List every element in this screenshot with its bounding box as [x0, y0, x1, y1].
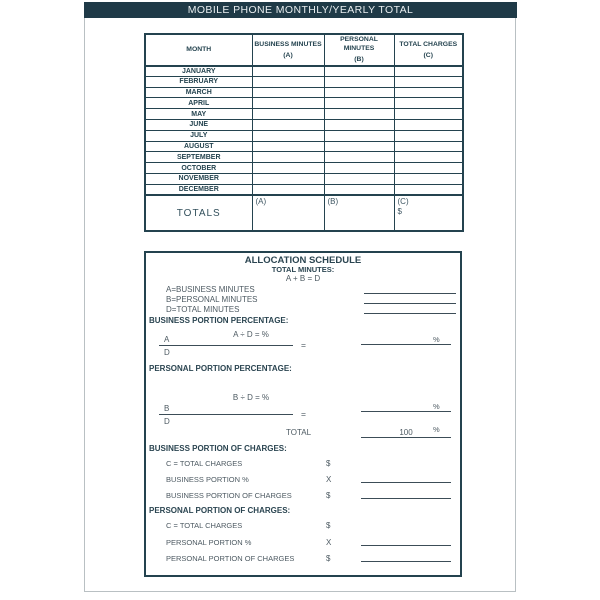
- month-label: SEPTEMBER: [145, 152, 252, 163]
- personal-percentage-heading: PERSONAL PORTION PERCENTAGE:: [149, 364, 292, 373]
- blank-cell: [324, 98, 394, 109]
- fill-line: [364, 303, 456, 304]
- form-title-bar: [84, 2, 517, 18]
- blank-cell: [324, 141, 394, 152]
- equals-sign: =: [301, 409, 306, 419]
- blank-cell: [394, 87, 463, 98]
- blank-cell: [252, 120, 324, 131]
- definition-personal-minutes: B=PERSONAL MINUTES: [166, 295, 258, 304]
- fill-line: [361, 498, 451, 499]
- blank-cell: [324, 173, 394, 184]
- currency-symbol: $: [397, 207, 402, 217]
- definition-total-minutes: D=TOTAL MINUTES: [166, 305, 240, 314]
- dollar-sign: $: [326, 459, 331, 468]
- blank-cell: [394, 184, 463, 195]
- fill-line: [361, 482, 451, 483]
- total-label: TOTAL: [286, 428, 312, 437]
- personal-charges-heading: PERSONAL PORTION OF CHARGES:: [149, 506, 291, 515]
- totals-cell-b: (B): [324, 195, 394, 231]
- dollar-sign: $: [326, 491, 331, 500]
- table-row-july: [145, 130, 463, 141]
- charges-row-label: BUSINESS PORTION %: [166, 475, 249, 484]
- definition-business-minutes: A=BUSINESS MINUTES: [166, 285, 255, 294]
- column-header-personal-minutes: PERSONAL MINUTES (B): [324, 34, 394, 66]
- blank-cell: [252, 163, 324, 174]
- blank-cell: [324, 184, 394, 195]
- percent-sign: %: [433, 335, 440, 344]
- blank-cell: [324, 76, 394, 87]
- month-label: JANUARY: [145, 66, 252, 77]
- month-label: MAY: [145, 109, 252, 120]
- dollar-sign: $: [326, 521, 331, 530]
- fraction-denominator-d: D: [164, 348, 170, 357]
- fill-line: [361, 411, 451, 412]
- business-charges-heading: BUSINESS PORTION OF CHARGES:: [149, 444, 287, 453]
- blank-cell: [252, 152, 324, 163]
- totals-label: TOTALS: [145, 195, 252, 231]
- blank-cell: [324, 120, 394, 131]
- form-page: [84, 2, 516, 592]
- table-row-august: [145, 141, 463, 152]
- blank-cell: [324, 163, 394, 174]
- blank-cell: [252, 98, 324, 109]
- totals-row: [145, 195, 463, 231]
- month-label: JUNE: [145, 120, 252, 131]
- column-header-total-charges: TOTAL CHARGES (C): [394, 34, 463, 66]
- blank-cell: [394, 130, 463, 141]
- blank-cell: [394, 76, 463, 87]
- blank-cell: [324, 66, 394, 77]
- fraction-bar: [159, 414, 293, 415]
- fill-line: [361, 344, 451, 345]
- multiply-sign: X: [326, 475, 332, 484]
- fill-line: [364, 293, 456, 294]
- blank-cell: [252, 109, 324, 120]
- column-header-business-minutes: BUSINESS MINUTES (A): [252, 34, 324, 66]
- totals-cell-c: (C) $: [394, 195, 463, 231]
- form-title: MOBILE PHONE MONTHLY/YEARLY TOTAL: [187, 4, 414, 16]
- total-minutes-formula: A + B = D: [285, 274, 321, 283]
- charges-row-label: PERSONAL PORTION OF CHARGES: [166, 554, 295, 563]
- allocation-title: ALLOCATION SCHEDULE: [244, 255, 362, 266]
- fill-line: [361, 545, 451, 546]
- dollar-sign: $: [326, 554, 331, 563]
- personal-percentage-formula: B ÷ D = %: [232, 393, 270, 402]
- fill-line: [361, 561, 451, 562]
- charges-row-label: BUSINESS PORTION OF CHARGES: [166, 491, 292, 500]
- total-minutes-label: TOTAL MINUTES:: [271, 265, 335, 274]
- blank-cell: [394, 141, 463, 152]
- monthly-table: [144, 33, 464, 232]
- blank-cell: [324, 152, 394, 163]
- month-label: OCTOBER: [145, 163, 252, 174]
- fraction-bar: [159, 345, 293, 346]
- blank-cell: [394, 120, 463, 131]
- business-percentage-heading: BUSINESS PORTION PERCENTAGE:: [149, 316, 289, 325]
- month-label: AUGUST: [145, 141, 252, 152]
- table-row-september: [145, 152, 463, 163]
- charges-row-label: C = TOTAL CHARGES: [166, 459, 243, 468]
- blank-cell: [394, 109, 463, 120]
- table-row-march: [145, 87, 463, 98]
- blank-cell: [252, 184, 324, 195]
- charges-row-label: PERSONAL PORTION %: [166, 538, 252, 547]
- equals-sign: =: [301, 340, 306, 350]
- month-label: NOVEMBER: [145, 173, 252, 184]
- table-row-june: [145, 120, 463, 131]
- month-label: JULY: [145, 130, 252, 141]
- blank-cell: [252, 87, 324, 98]
- totals-cell-a: (A): [252, 195, 324, 231]
- fill-line: [361, 437, 451, 438]
- table-row-january: [145, 66, 463, 77]
- column-header-month: MONTH: [145, 34, 252, 66]
- table-header-row: [145, 34, 463, 66]
- blank-cell: [324, 87, 394, 98]
- table-row-november: [145, 173, 463, 184]
- charges-row-label: C = TOTAL CHARGES: [166, 521, 243, 530]
- blank-cell: [252, 141, 324, 152]
- month-label: DECEMBER: [145, 184, 252, 195]
- total-percentage-value: 100: [399, 428, 413, 437]
- fraction-numerator-a: A: [164, 335, 170, 344]
- fill-line: [364, 313, 456, 314]
- table-row-february: [145, 76, 463, 87]
- multiply-sign: X: [326, 538, 332, 547]
- allocation-schedule-box: [144, 251, 462, 577]
- month-label: MARCH: [145, 87, 252, 98]
- blank-cell: [252, 66, 324, 77]
- business-percentage-formula: A ÷ D = %: [233, 330, 269, 339]
- table-row-may: [145, 109, 463, 120]
- blank-cell: [252, 173, 324, 184]
- month-label: APRIL: [145, 98, 252, 109]
- fraction-denominator-d: D: [164, 417, 170, 426]
- blank-cell: [324, 109, 394, 120]
- blank-cell: [394, 152, 463, 163]
- fraction-numerator-b: B: [164, 404, 170, 413]
- table-row-april: [145, 98, 463, 109]
- blank-cell: [394, 66, 463, 77]
- percent-sign: %: [433, 425, 440, 434]
- blank-cell: [324, 130, 394, 141]
- percent-sign: %: [433, 402, 440, 411]
- blank-cell: [252, 130, 324, 141]
- blank-cell: [252, 76, 324, 87]
- table-row-december: [145, 184, 463, 195]
- month-label: FEBRUARY: [145, 76, 252, 87]
- blank-cell: [394, 163, 463, 174]
- blank-cell: [394, 173, 463, 184]
- table-row-october: [145, 163, 463, 174]
- blank-cell: [394, 98, 463, 109]
